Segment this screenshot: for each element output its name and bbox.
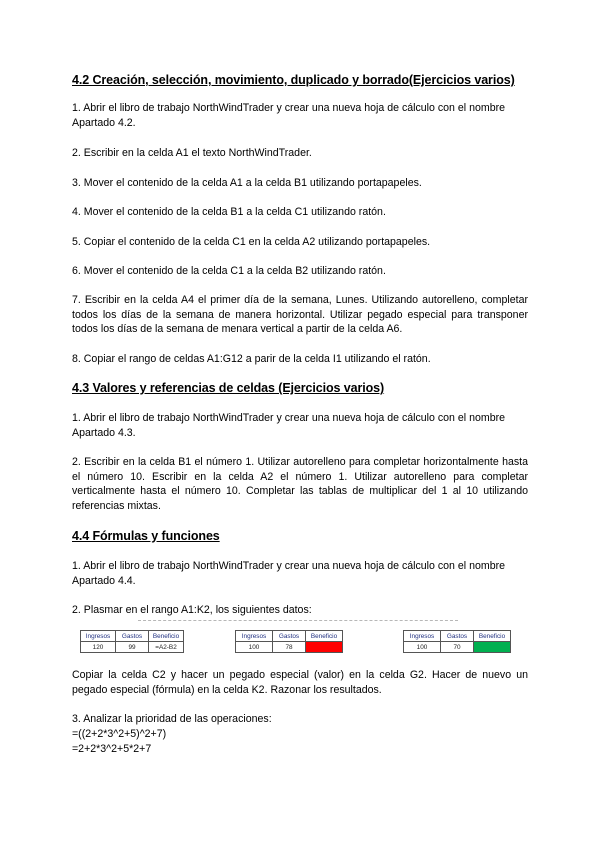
mini-table-3 <box>363 630 511 653</box>
paragraph: 2. Plasmar en el rango A1:K2, los siguientes datos: <box>72 604 312 616</box>
red-filled-cell <box>306 642 343 653</box>
paragraph: 1. Abrir el libro de trabajo NorthWindTrader y crear una nueva hoja de cálculo con el nombre Apartado 4.3. <box>72 412 506 439</box>
paragraph: 3. Mover el contenido de la celda A1 a la celda B1 utilizando portapapeles. <box>72 177 422 189</box>
paragraph: 1. Abrir el libro de trabajo NorthWindTrader y crear una nueva hoja de cálculo con el nombre Apartado 4.2. <box>72 102 506 129</box>
embedded-spreadsheet-image <box>80 620 514 668</box>
table-cell: 78 <box>273 642 306 653</box>
table-cell: 120 <box>81 642 116 653</box>
section-4-3-heading: 4.3 Valores y referencias de celdas (Ejercicios varios) <box>72 381 385 395</box>
table-cell: Beneficio <box>306 631 343 642</box>
formula-line: =((2+2*3^2+5)^2+7) <box>72 728 167 740</box>
table-cell: 99 <box>116 642 149 653</box>
table-cell: =A2-B2 <box>149 642 184 653</box>
paragraph: 1. Abrir el libro de trabajo NorthWindTrader y crear una nueva hoja de cálculo con el nombre Apartado 4.4. <box>72 560 506 587</box>
paragraph: 3. Analizar la prioridad de las operaciones: <box>72 713 272 725</box>
green-filled-cell <box>474 642 511 653</box>
formula-line: =2+2*3^2+5*2+7 <box>72 743 152 755</box>
paragraph: 6. Mover el contenido de la celda C1 a la celda B2 utilizando ratón. <box>72 265 386 277</box>
paragraph: 7. Escribir en la celda A4 el primer día de la semana, Lunes. Utilizando autorelleno, completar todos los días de la semana de manera horizontal. Utilizar pegado especial para transponer todos los días de la semana de menara vertical a partir de la celda A6. <box>72 294 528 335</box>
paragraph: 8. Copiar el rango de celdas A1:G12 a parir de la celda I1 utilizando el ratón. <box>72 353 431 365</box>
table-cell: 70 <box>441 642 474 653</box>
mini-table-1 <box>80 630 184 653</box>
table-cell: 100 <box>404 642 441 653</box>
paragraph: 5. Copiar el contenido de la celda C1 en la celda A2 utilizando portapapeles. <box>72 236 431 248</box>
table-cell <box>363 642 404 653</box>
section-4-2-heading: 4.2 Creación, selección, movimiento, duplicado y borrado(Ejercicios varios) <box>72 73 515 87</box>
table-cell: Ingresos <box>81 631 116 642</box>
table-cell: Gastos <box>273 631 306 642</box>
table-cell <box>363 631 404 642</box>
divider <box>138 620 458 623</box>
mini-table-2 <box>235 630 343 653</box>
table-cell: Beneficio <box>149 631 184 642</box>
table-cell: 100 <box>236 642 273 653</box>
paragraph: 2. Escribir en la celda B1 el número 1. Utilizar autorelleno para completar horizontalmente hasta el número 10. Escribir en la celda A2 el número 1. Utilizar autorelleno para completar verticalmente hasta el número 10. Completar las tablas de multiplicar del 1 al 10 utilizando referencias mixtas. <box>72 456 528 512</box>
table-cell: Beneficio <box>474 631 511 642</box>
table-cell: Gastos <box>116 631 149 642</box>
paragraph: Copiar la celda C2 y hacer un pegado especial (valor) en la celda G2. Hacer de nuevo un pegado especial (fórmula) en la celda K2. Razonar los resultados. <box>72 669 528 696</box>
table-cell: Gastos <box>441 631 474 642</box>
paragraph: 2. Escribir en la celda A1 el texto NorthWindTrader. <box>72 147 312 159</box>
paragraph: 4. Mover el contenido de la celda B1 a la celda C1 utilizando ratón. <box>72 206 386 218</box>
table-cell: Ingresos <box>236 631 273 642</box>
table-cell: Ingresos <box>404 631 441 642</box>
section-4-4-heading: 4.4 Fórmulas y funciones <box>72 529 220 543</box>
